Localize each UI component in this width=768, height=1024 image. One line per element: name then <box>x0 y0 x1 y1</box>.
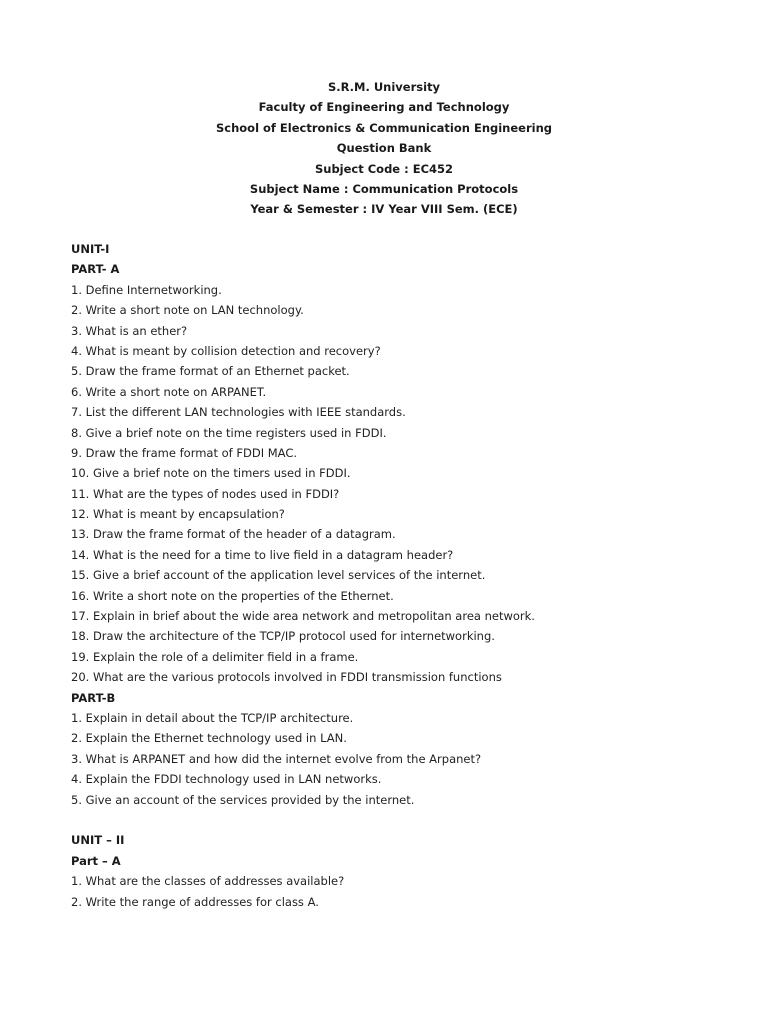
question-item: 8. Give a brief note on the time registers used in FDDI. <box>71 425 387 440</box>
question-item: 16. Write a short note on the properties of the Ethernet. <box>71 588 394 603</box>
question-item: 2. Write the range of addresses for class A. <box>71 894 319 909</box>
question-item: 13. Draw the frame format of the header of a datagram. <box>71 527 396 542</box>
document-header <box>0 77 768 220</box>
question-item: 1. What are the classes of addresses available? <box>71 874 345 889</box>
question-item: 11. What are the types of nodes used in FDDI? <box>71 486 340 501</box>
question-item: 12. What is meant by encapsulation? <box>71 507 285 522</box>
university-name: S.R.M. University <box>327 80 441 94</box>
subject-code: Subject Code : EC452 <box>314 161 454 176</box>
question-item: 10. Give a brief note on the timers used in FDDI. <box>71 466 351 481</box>
question-item: 15. Give a brief account of the application level services of the internet. <box>71 568 486 583</box>
question-item: 1. Define Internetworking. <box>71 282 222 297</box>
year-semester: Year & Semester : IV Year VIII Sem. (ECE) <box>250 202 518 217</box>
unit-2-part-a-heading: Part – A <box>71 853 121 868</box>
question-item: 2. Write a short note on LAN technology. <box>71 303 304 318</box>
question-item: 1. Explain in detail about the TCP/IP architecture. <box>71 710 354 725</box>
question-item: 18. Draw the architecture of the TCP/IP protocol used for internetworking. <box>71 629 495 644</box>
question-item: 14. What is the need for a time to live field in a datagram header? <box>71 547 454 562</box>
school-name: School of Electronics & Communication Engineering <box>215 120 552 135</box>
document-type: Question Bank <box>336 141 432 156</box>
faculty-name: Faculty of Engineering and Technology <box>258 100 510 115</box>
question-item: 2. Explain the Ethernet technology used in LAN. <box>71 731 347 746</box>
question-item: 17. Explain in brief about the wide area network and metropolitan area network. <box>71 609 535 624</box>
question-item: 5. Give an account of the services provided by the internet. <box>71 792 415 807</box>
unit-1-part-b-heading: PART-B <box>71 690 116 705</box>
subject-name: Subject Name : Communication Protocols <box>249 181 519 196</box>
question-item: 5. Draw the frame format of an Ethernet packet. <box>71 364 350 379</box>
question-item: 20. What are the various protocols involved in FDDI transmission functions <box>71 670 502 685</box>
unit-1-part-a-heading: PART- A <box>71 262 120 277</box>
question-list <box>71 239 751 912</box>
unit-1-heading: UNIT-I <box>71 242 110 256</box>
question-item: 4. What is meant by collision detection and recovery? <box>71 343 381 358</box>
question-item: 9. Draw the frame format of FDDI MAC. <box>71 445 298 460</box>
question-item: 7. List the different LAN technologies with IEEE standards. <box>71 405 406 420</box>
unit-2-heading: UNIT – II <box>71 833 125 848</box>
section-spacer <box>71 810 751 830</box>
question-item: 4. Explain the FDDI technology used in LAN networks. <box>71 772 382 787</box>
question-item: 3. What is an ether? <box>71 323 188 338</box>
question-item: 19. Explain the role of a delimiter field in a frame. <box>71 649 359 664</box>
question-item: 3. What is ARPANET and how did the internet evolve from the Arpanet? <box>71 751 482 766</box>
question-item: 6. Write a short note on ARPANET. <box>71 384 267 399</box>
